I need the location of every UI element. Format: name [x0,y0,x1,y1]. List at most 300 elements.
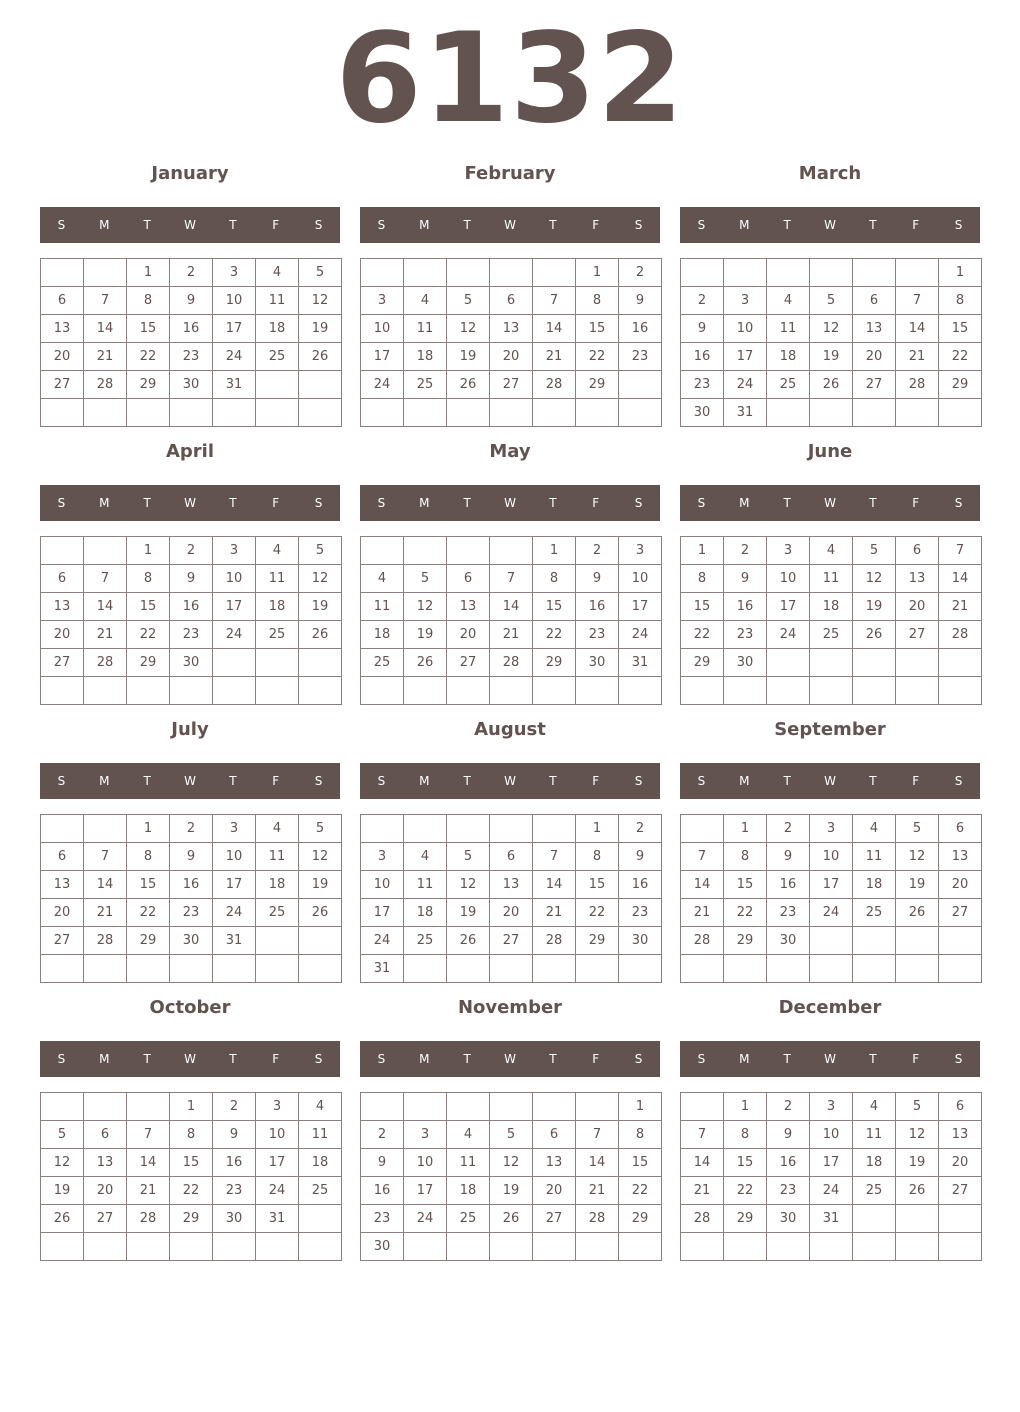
day-cell: 20 [41,899,84,927]
day-cell: 2 [170,815,213,843]
day-cell: 19 [447,343,490,371]
day-cell: 25 [361,649,404,677]
day-cell: 30 [170,927,213,955]
day-cell: 23 [724,621,767,649]
weekday-label: T [463,496,471,510]
week-row [41,1121,342,1149]
weekday-label: F [272,774,280,788]
day-cell [939,677,982,705]
day-cell [84,815,127,843]
day-cell [576,677,619,705]
day-cell [533,955,576,983]
day-cell [404,677,447,705]
day-cell [490,399,533,427]
day-cell: 2 [170,537,213,565]
day-cell: 19 [404,621,447,649]
day-cell: 3 [213,815,256,843]
day-cell: 25 [853,1177,896,1205]
day-cell: 21 [533,343,576,371]
day-cell: 10 [213,843,256,871]
day-cell: 14 [84,593,127,621]
day-cell: 17 [213,315,256,343]
week-row [361,343,662,371]
day-cell: 22 [724,899,767,927]
week-row [41,537,342,565]
week-row [41,649,342,677]
day-cell: 22 [576,343,619,371]
weekday-label: T [143,496,151,510]
day-cell: 30 [767,1205,810,1233]
weekday-label: S [634,218,643,232]
day-cell: 20 [939,871,982,899]
day-cell: 29 [619,1205,662,1233]
day-cell [404,1093,447,1121]
day-cell [447,677,490,705]
day-cell: 9 [170,287,213,315]
week-row [361,593,662,621]
day-cell: 13 [853,315,896,343]
day-cell [810,399,853,427]
day-cell [404,1233,447,1261]
day-cell: 16 [361,1177,404,1205]
day-cell: 14 [681,1149,724,1177]
weekday-label: S [314,496,323,510]
week-row [681,399,982,427]
day-cell: 23 [619,899,662,927]
day-cell: 1 [724,815,767,843]
day-cell: 3 [810,815,853,843]
weekday-label: S [57,218,66,232]
days-table [40,814,342,983]
weekday-label: T [549,1052,557,1066]
day-cell [84,537,127,565]
day-cell: 30 [681,399,724,427]
day-cell: 6 [84,1121,127,1149]
week-row [361,1177,662,1205]
day-cell: 29 [533,649,576,677]
day-cell: 21 [681,899,724,927]
day-cell: 12 [299,843,342,871]
day-cell: 28 [490,649,533,677]
day-cell: 27 [490,371,533,399]
days-table [40,1092,342,1261]
day-cell: 6 [533,1121,576,1149]
weekday-label: S [377,1052,386,1066]
day-cell: 19 [810,343,853,371]
day-cell: 13 [939,1121,982,1149]
weekday-header [680,207,980,243]
day-cell: 29 [127,371,170,399]
day-cell: 19 [299,871,342,899]
day-cell [447,1233,490,1261]
day-cell: 26 [41,1205,84,1233]
day-cell: 18 [361,621,404,649]
day-cell: 22 [724,1177,767,1205]
day-cell: 26 [810,371,853,399]
day-cell [490,1233,533,1261]
week-row [361,315,662,343]
day-cell: 6 [853,287,896,315]
day-cell: 9 [724,565,767,593]
week-row [41,871,342,899]
day-cell: 29 [576,371,619,399]
day-cell: 31 [619,649,662,677]
week-row [41,371,342,399]
day-cell: 13 [896,565,939,593]
day-cell: 25 [256,899,299,927]
day-cell: 4 [404,843,447,871]
weekday-label: M [739,496,750,510]
day-cell [127,1093,170,1121]
day-cell [490,815,533,843]
day-cell: 3 [404,1121,447,1149]
day-cell: 3 [213,259,256,287]
day-cell: 17 [619,593,662,621]
day-cell [170,399,213,427]
day-cell [41,259,84,287]
day-cell [213,399,256,427]
weekday-label: S [377,774,386,788]
days-table [360,814,662,983]
day-cell [853,1233,896,1261]
day-cell: 4 [256,815,299,843]
day-cell: 10 [619,565,662,593]
day-cell: 23 [361,1205,404,1233]
weekday-label: S [634,496,643,510]
day-cell: 24 [619,621,662,649]
day-cell: 17 [213,593,256,621]
day-cell: 27 [84,1205,127,1233]
week-row [361,1233,662,1261]
week-row [41,843,342,871]
week-row [681,371,982,399]
days-table [360,536,662,705]
week-row [41,1093,342,1121]
day-cell: 23 [767,899,810,927]
day-cell: 24 [767,621,810,649]
day-cell: 7 [533,287,576,315]
day-cell: 4 [256,259,299,287]
day-cell: 26 [447,371,490,399]
weekday-label: T [143,218,151,232]
day-cell [533,1233,576,1261]
week-row [361,677,662,705]
weekday-label: T [229,774,237,788]
weekday-label: T [783,1052,791,1066]
day-cell [619,371,662,399]
day-cell: 21 [533,899,576,927]
day-cell [404,955,447,983]
day-cell [853,927,896,955]
day-cell: 7 [490,565,533,593]
day-cell [939,955,982,983]
day-cell: 4 [447,1121,490,1149]
day-cell: 13 [84,1149,127,1177]
day-cell: 24 [724,371,767,399]
day-cell: 9 [361,1149,404,1177]
day-cell [404,399,447,427]
day-cell [361,815,404,843]
day-cell: 21 [896,343,939,371]
day-cell: 31 [361,955,404,983]
weekday-label: F [592,1052,600,1066]
day-cell: 7 [896,287,939,315]
weekday-label: F [912,774,920,788]
weekday-label: T [463,774,471,788]
day-cell [619,399,662,427]
day-cell: 14 [490,593,533,621]
weekday-label: S [954,1052,963,1066]
day-cell: 14 [84,315,127,343]
day-cell: 17 [361,343,404,371]
day-cell: 5 [853,537,896,565]
weekday-label: W [824,496,836,510]
day-cell: 23 [619,343,662,371]
day-cell [896,399,939,427]
day-cell: 19 [853,593,896,621]
day-cell: 19 [896,871,939,899]
day-cell [447,259,490,287]
day-cell: 15 [127,315,170,343]
day-cell: 15 [681,593,724,621]
day-cell: 22 [681,621,724,649]
day-cell: 25 [404,371,447,399]
week-row [361,955,662,983]
day-cell: 13 [447,593,490,621]
day-cell: 15 [127,593,170,621]
weekday-label: W [504,496,516,510]
day-cell: 17 [256,1149,299,1177]
day-cell: 12 [404,593,447,621]
day-cell: 15 [724,871,767,899]
day-cell: 17 [361,899,404,927]
day-cell [619,677,662,705]
day-cell: 17 [767,593,810,621]
day-cell: 10 [213,565,256,593]
day-cell: 18 [256,871,299,899]
day-cell: 25 [447,1205,490,1233]
week-row [681,649,982,677]
day-cell [84,1233,127,1261]
day-cell [490,259,533,287]
day-cell: 6 [41,565,84,593]
week-row [41,287,342,315]
day-cell [299,927,342,955]
day-cell: 7 [127,1121,170,1149]
day-cell: 7 [84,565,127,593]
day-cell [939,399,982,427]
day-cell [681,1233,724,1261]
day-cell: 20 [939,1149,982,1177]
week-row [41,927,342,955]
weekday-label: F [912,496,920,510]
day-cell: 16 [619,871,662,899]
day-cell: 22 [127,343,170,371]
weekday-label: T [783,496,791,510]
day-cell: 9 [170,565,213,593]
day-cell: 28 [939,621,982,649]
weekday-label: T [229,496,237,510]
days-table [680,536,982,705]
day-cell: 11 [404,315,447,343]
day-cell: 19 [41,1177,84,1205]
day-cell: 25 [256,343,299,371]
day-cell: 5 [41,1121,84,1149]
day-cell: 10 [213,287,256,315]
week-row [681,677,982,705]
weekday-label: S [57,774,66,788]
week-row [361,815,662,843]
day-cell: 11 [853,843,896,871]
weekday-label: S [314,218,323,232]
day-cell: 6 [939,1093,982,1121]
weekday-header [680,1041,980,1077]
day-cell: 28 [576,1205,619,1233]
day-cell: 5 [490,1121,533,1149]
day-cell [896,649,939,677]
day-cell: 21 [84,621,127,649]
weekday-label: M [99,1052,110,1066]
day-cell: 18 [767,343,810,371]
week-row [681,927,982,955]
day-cell: 2 [767,1093,810,1121]
day-cell [361,537,404,565]
day-cell [533,677,576,705]
week-row [681,843,982,871]
day-cell: 19 [896,1149,939,1177]
weekday-label: F [272,218,280,232]
month-title: September [774,719,886,740]
day-cell: 29 [681,649,724,677]
day-cell: 24 [256,1177,299,1205]
day-cell: 27 [533,1205,576,1233]
day-cell [724,677,767,705]
day-cell: 13 [939,843,982,871]
week-row [681,621,982,649]
day-cell [810,649,853,677]
day-cell: 16 [170,871,213,899]
day-cell: 15 [127,871,170,899]
day-cell: 28 [533,927,576,955]
weekday-label: M [419,1052,430,1066]
day-cell: 4 [767,287,810,315]
day-cell: 3 [361,843,404,871]
week-row [361,899,662,927]
day-cell: 24 [404,1205,447,1233]
week-row [681,593,982,621]
day-cell: 20 [490,343,533,371]
day-cell: 2 [576,537,619,565]
day-cell: 13 [533,1149,576,1177]
day-cell [299,371,342,399]
day-cell: 25 [299,1177,342,1205]
day-cell: 23 [170,343,213,371]
day-cell: 13 [41,871,84,899]
day-cell: 13 [490,315,533,343]
day-cell [896,1233,939,1261]
day-cell: 9 [767,1121,810,1149]
day-cell [576,399,619,427]
day-cell: 10 [810,843,853,871]
weekday-label: T [229,1052,237,1066]
week-row [681,1121,982,1149]
weekday-label: M [739,774,750,788]
day-cell: 27 [447,649,490,677]
day-cell: 1 [127,259,170,287]
weekday-label: M [99,218,110,232]
day-cell: 26 [447,927,490,955]
day-cell [681,677,724,705]
day-cell: 28 [681,1205,724,1233]
day-cell: 9 [619,287,662,315]
day-cell: 2 [724,537,767,565]
day-cell: 10 [810,1121,853,1149]
day-cell: 7 [939,537,982,565]
weekday-label: W [184,1052,196,1066]
day-cell: 26 [853,621,896,649]
day-cell: 8 [127,843,170,871]
day-cell: 12 [810,315,853,343]
day-cell: 5 [299,815,342,843]
week-row [681,287,982,315]
day-cell [41,815,84,843]
week-row [361,1121,662,1149]
weekday-label: S [57,496,66,510]
weekday-label: S [954,774,963,788]
month-title: June [807,441,853,462]
weekday-label: T [783,774,791,788]
weekday-label: T [549,774,557,788]
day-cell: 14 [681,871,724,899]
day-cell: 27 [41,371,84,399]
day-cell: 23 [681,371,724,399]
day-cell: 9 [767,843,810,871]
day-cell: 16 [170,593,213,621]
day-cell [361,259,404,287]
day-cell: 28 [681,927,724,955]
day-cell [896,677,939,705]
day-cell: 30 [170,649,213,677]
day-cell: 15 [939,315,982,343]
day-cell [490,537,533,565]
day-cell [41,399,84,427]
day-cell [767,955,810,983]
weekday-label: S [377,496,386,510]
day-cell [939,927,982,955]
day-cell: 9 [170,843,213,871]
days-table [680,814,982,983]
day-cell [256,649,299,677]
day-cell: 25 [810,621,853,649]
day-cell: 29 [127,927,170,955]
day-cell: 30 [724,649,767,677]
day-cell [213,955,256,983]
day-cell [724,955,767,983]
day-cell: 3 [767,537,810,565]
day-cell [853,955,896,983]
day-cell: 22 [619,1177,662,1205]
day-cell: 24 [213,899,256,927]
day-cell: 29 [724,1205,767,1233]
week-row [41,1205,342,1233]
week-row [681,955,982,983]
day-cell: 31 [256,1205,299,1233]
week-row [361,927,662,955]
day-cell: 4 [299,1093,342,1121]
day-cell: 29 [939,371,982,399]
day-cell [170,677,213,705]
day-cell: 21 [127,1177,170,1205]
